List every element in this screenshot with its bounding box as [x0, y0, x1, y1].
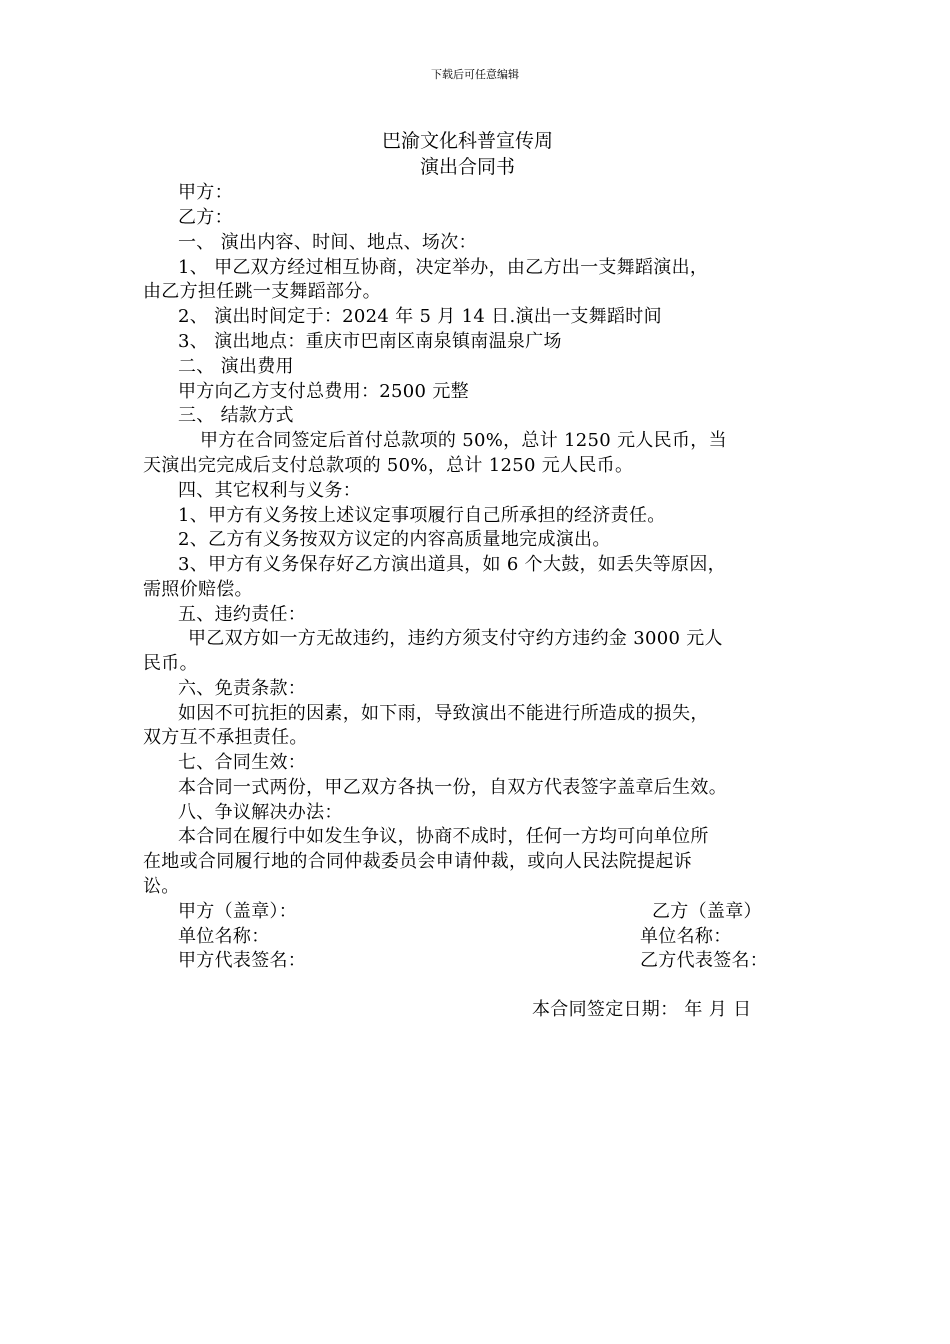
party-a-seal: 甲方（盖章）： [178, 901, 298, 922]
section-1-item-3: 3、 演出地点：重庆市巴南区南泉镇南温泉广场 [178, 331, 562, 352]
section-4-item-2: 2、乙方有义务按双方议定的内容高质量地完成演出。 [178, 529, 611, 550]
party-b-label: 乙方： [178, 207, 233, 228]
header-note: 下载后可任意编辑 [431, 68, 519, 81]
party-b-seal: 乙方（盖章） [652, 901, 762, 922]
document-subtitle: 演出合同书 [419, 156, 515, 178]
section-7-text: 本合同一式两份，甲乙双方各执一份，自双方代表签字盖章后生效。 [178, 777, 727, 798]
party-a-representative: 甲方代表签名： [178, 950, 307, 971]
section-2-heading: 二、 演出费用 [178, 356, 294, 377]
section-2-text: 甲方向乙方支付总费用：2500 元整 [178, 381, 469, 402]
section-8-text: 本合同在履行中如发生争议，协商不成时，任何一方均可向单位所 [178, 826, 709, 847]
section-1-heading: 一、 演出内容、时间、地点、场次： [178, 232, 477, 253]
section-8-text-end: 讼。 [143, 876, 180, 897]
section-6-text: 如因不可抗拒的因素，如下雨，导致演出不能进行所造成的损失， [178, 703, 709, 724]
document-title: 巴渝文化科普宣传周 [381, 130, 553, 152]
section-5-text: 甲乙双方如一方无故违约，违约方须支付守约方违约金 3000 元人 [188, 628, 723, 649]
party-b-representative: 乙方代表签名： [640, 950, 769, 971]
section-4-heading: 四、其它权利与义务： [178, 480, 361, 501]
section-4-item-3: 3、甲方有义务保存好乙方演出道具，如 6 个大鼓，如丢失等原因， [178, 554, 726, 575]
section-1-item-1: 1、 甲乙双方经过相互协商，决定举办，由乙方出一支舞蹈演出， [178, 257, 709, 278]
section-4-item-1: 1、甲方有义务按上述议定事项履行自己所承担的经济责任。 [178, 505, 666, 526]
signing-date: 本合同签定日期： 年 月 日 [532, 999, 752, 1020]
section-8-text-cont: 在地或合同履行地的合同仲裁委员会申请仲裁，或向人民法院提起诉 [143, 851, 692, 872]
section-7-heading: 七、合同生效： [178, 752, 307, 773]
section-8-heading: 八、争议解决办法： [178, 802, 343, 823]
section-4-item-3-cont: 需照价赔偿。 [143, 579, 253, 600]
section-5-text-cont: 民币。 [143, 653, 198, 674]
section-3-text-cont: 天演出完完成后支付总款项的 50%，总计 1250 元人民币。 [143, 455, 634, 476]
section-1-item-1-cont: 由乙方担任跳一支舞蹈部分。 [143, 281, 381, 302]
section-1-item-2: 2、 演出时间定于：2024 年 5 月 14 日.演出一支舞蹈时间 [178, 306, 662, 327]
section-6-text-cont: 双方互不承担责任。 [143, 727, 308, 748]
party-a-label: 甲方： [178, 182, 233, 203]
section-5-heading: 五、违约责任： [178, 604, 307, 625]
section-6-heading: 六、免责条款： [178, 678, 307, 699]
section-3-text: 甲方在合同签定后首付总款项的 50%，总计 1250 元人民币，当 [200, 430, 727, 451]
party-b-unit: 单位名称： [640, 926, 732, 947]
section-3-heading: 三、 结款方式 [178, 405, 294, 426]
party-a-unit: 单位名称： [178, 926, 270, 947]
